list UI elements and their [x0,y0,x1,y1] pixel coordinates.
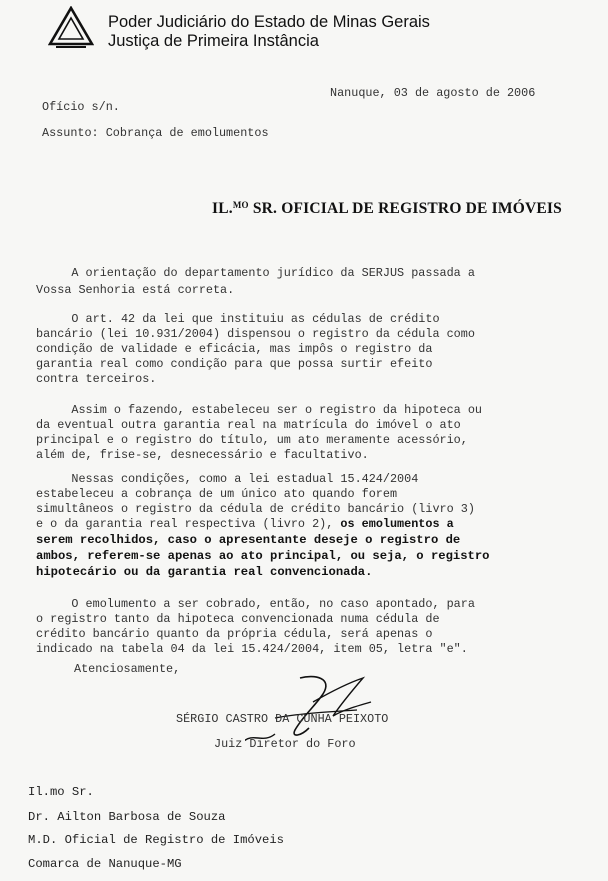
title-rest: SR. OFICIAL DE REGISTRO DE IMÓVEIS [248,200,562,217]
paragraph-2-line: bancário (lei 10.931/2004) dispensou o registro da cédula como [36,327,475,341]
paragraph-4-bold-inline: os emolumentos a [333,517,454,531]
paragraph-3-line: principal e o registro do título, um ato meramente acessório, [36,433,468,447]
paragraph-5-line: O emolumento a ser cobrado, então, no caso apontado, para [36,597,475,611]
paragraph-4-line: Nessas condições, como a lei estadual 15.424/2004 [36,472,419,486]
paragraph-3-line: da eventual outra garantia real na matrícula do imóvel o ato [36,418,461,432]
paragraph-5-line: indicado na tabela 04 da lei 15.424/2004, item 05, letra "e". [36,642,468,656]
title-superscript: MO [232,200,249,210]
title-prefix: IL. [212,200,233,217]
paragraph-1-line: A orientação do departamento jurídico da SERJUS passada a [36,266,475,280]
paragraph-2-line: contra terceiros. [36,372,157,386]
paragraph-4-bold-line: serem recolhidos, caso o apresentante deseje o registro de [36,533,461,547]
letter-oficio: Ofício s/n. [42,100,120,114]
paragraph-5-line: crédito bancário quanto da própria cédula, será apenas o [36,627,433,641]
paragraph-3-line: Assim o fazendo, estabeleceu ser o registro da hipoteca ou [36,403,482,417]
paragraph-4-bold-line: ambos, referem-se apenas ao ato principal, ou seja, o registro [36,549,490,563]
addressee-office: M.D. Oficial de Registro de Imóveis [28,833,284,847]
court-emblem-icon [48,6,94,48]
paragraph-4-line [36,517,454,532]
paragraph-4-bold-line: hipotecário ou da garantia real convencionada. [36,565,373,579]
paragraph-2-line: garantia real como condição para que possa surtir efeito [36,357,433,371]
paragraph-4-line: estabeleceu a cobrança de um único ato quando forem [36,487,398,501]
paragraph-4-regular-text: e o da garantia real respectiva (livro 2), [36,517,334,531]
closing-salutation: Atenciosamente, [74,662,181,676]
signatory-name: SÉRGIO CASTRO DA CUNHA PEIXOTO [176,712,389,726]
letter-subject: Assunto: Cobrança de emolumentos [42,126,269,140]
addressee-district: Comarca de Nanuque-MG [28,857,182,871]
letter-date: Nanuque, 03 de agosto de 2006 [330,86,536,100]
signatory-role: Juiz Diretor do Foro [214,737,356,751]
header-institution: Poder Judiciário do Estado de Minas Gerais [108,13,430,31]
paragraph-3-line: além de, frise-se, desnecessário e facultativo. [36,448,369,462]
header-instance: Justiça de Primeira Instância [108,32,319,50]
paragraph-2-line: condição de validade e eficácia, mas impôs o registro da [36,342,433,356]
paragraph-1-line: Vossa Senhoria está correta. [36,283,235,297]
addressee-name: Dr. Ailton Barbosa de Souza [28,810,226,824]
addressee-salutation: Il.mo Sr. [28,785,94,799]
letter-title [212,200,562,218]
paragraph-2-line: O art. 42 da lei que instituiu as cédulas de crédito [36,312,440,326]
paragraph-5-line: o registro tanto da hipoteca convencionada numa cédula de [36,612,440,626]
paragraph-4-line: simultâneos o registro da cédula de crédito bancário (livro 3) [36,502,475,516]
